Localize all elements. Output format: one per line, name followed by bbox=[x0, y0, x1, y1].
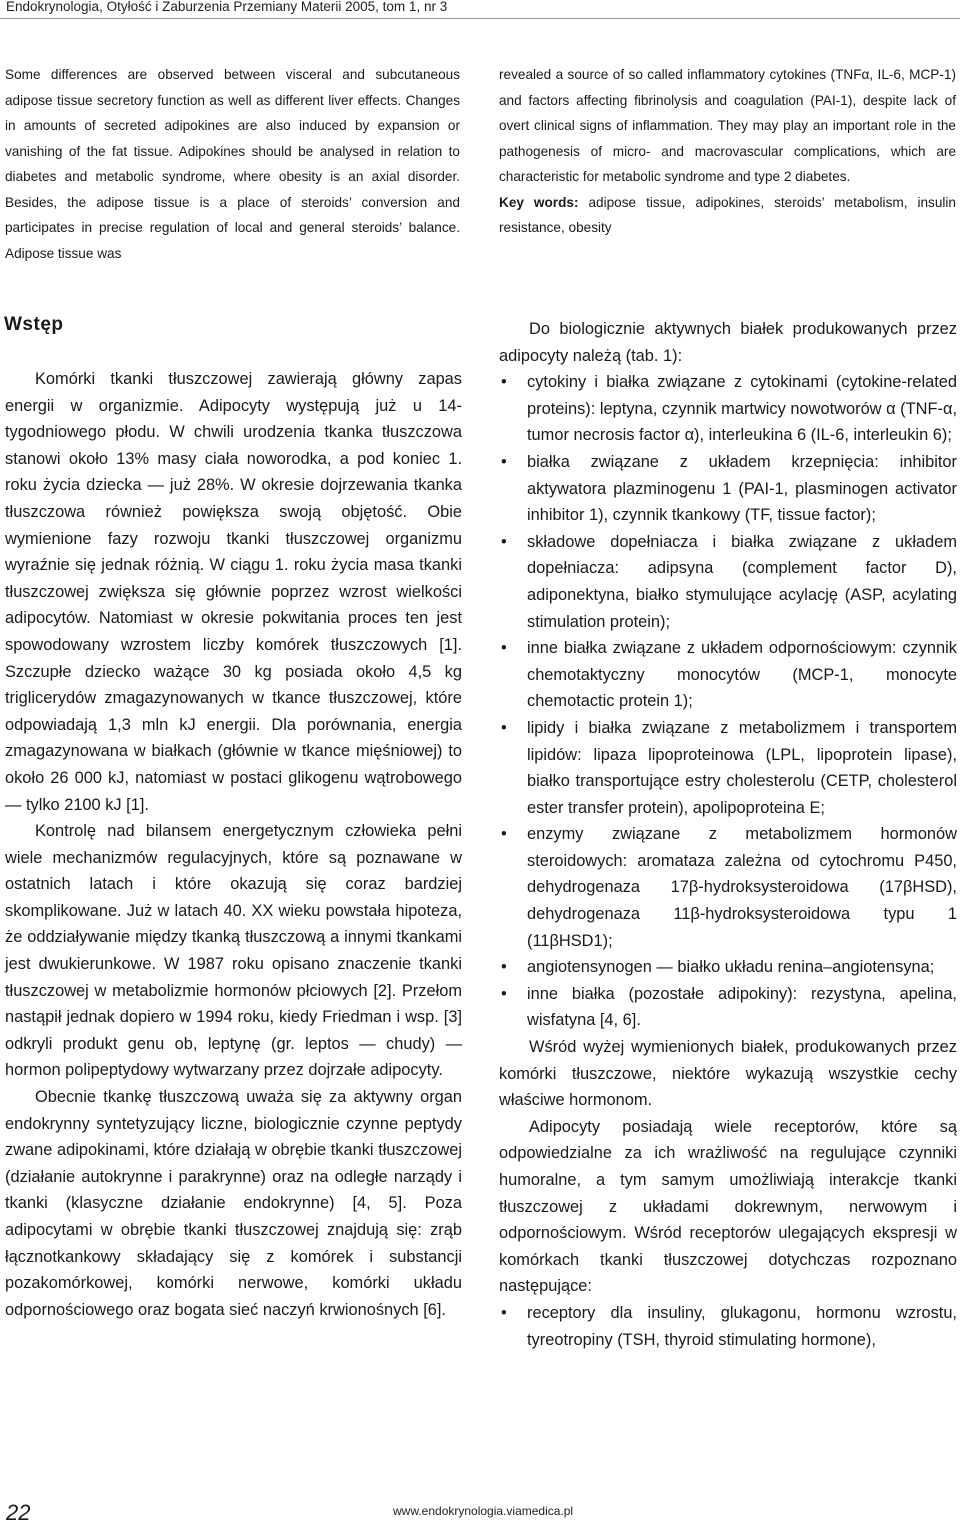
list-item bbox=[499, 954, 957, 981]
body-left-column bbox=[5, 366, 462, 1323]
bullet-icon: • bbox=[501, 639, 507, 658]
list-item-text: receptory dla insuliny, glukagonu, hormonu wzrostu, tyreotropiny (TSH, thyroid stimulating hormone), bbox=[527, 1303, 957, 1349]
list-item-text: cytokiny i białka związane z cytokinami (cytokine-related proteins): leptyna, czynnik martwicy nowotworów α (TNF-α, tumor necrosis factor α), interleukina 6 (IL-6, interleukin 6); bbox=[527, 373, 957, 445]
bullet-icon: • bbox=[501, 1303, 507, 1322]
list-item bbox=[499, 449, 957, 529]
bullet-icon: • bbox=[501, 718, 507, 737]
bullet-icon: • bbox=[501, 958, 507, 977]
abstract-text-part1: Some differences are observed between visceral and subcutaneous adipose tissue secretory function as well as different liver effects. Changes in amounts of secreted adipokines are also induced by expansion or vanishing of the fat tissue. Adipokines should be analysed in relation to diabetes and metabolic syndrome, where obesity is an axial disorder. Besides, the adipose tissue is a place of steroids’ conversion and participates in precise regulation of local and general steroids’ balance. Adipose tissue was bbox=[5, 67, 460, 261]
list-item bbox=[499, 635, 957, 715]
page-number: 22 bbox=[6, 1500, 31, 1525]
protein-list bbox=[499, 369, 957, 1034]
body-paragraph: Do biologicznie aktywnych białek produkowanych przez adipocyty należą (tab. 1): bbox=[499, 320, 957, 365]
list-item-text: inne białka związane z układem odpornościowym: czynnik chemotaktyczny monocytów (MCP-1, monocyte chemotactic protein 1); bbox=[527, 639, 957, 711]
list-item-text: białka związane z układem krzepnięcia: inhibitor aktywatora plazminogenu 1 (PAI-1, plasminogen activator inhibitor 1), czynnik tkankowy (TF, tissue factor); bbox=[527, 452, 957, 525]
bullet-icon: • bbox=[501, 452, 507, 471]
list-item-text: lipidy i białka związane z metabolizmem i transportem lipidów: lipaza lipoproteinowa (LPL, lipoprotein lipase), białko transportujące estry cholesterolu (CETP, cholesterol ester transfer protein), apolipoproteina E; bbox=[527, 718, 957, 817]
abstract-left-column bbox=[5, 62, 460, 266]
keywords-text: adipose tissue, adipokines, steroids’ metabolism, insulin resistance, obesity bbox=[499, 194, 956, 235]
bullet-icon: • bbox=[501, 532, 507, 551]
list-item bbox=[499, 715, 957, 821]
bullet-icon: • bbox=[501, 984, 507, 1003]
list-item bbox=[499, 1300, 957, 1353]
body-paragraph: Kontrolę nad bilansem energetycznym człowieka pełni wiele mechanizmów regulacyjnych, które są poznawane w ostatnich latach i które okazują się coraz bardziej skomplikowane. Już w latach 40. XX wieku powstała hipoteza, że oddziaływanie między tkanką tłuszczową a innymi tkankami jest dwukierunkowe. W 1987 roku opisano znaczenie tkanki tłuszczowej w metabolizmie hormonów płciowych [2]. Przełom nastąpił jednak dopiero w 1994 roku, kiedy Friedman i wsp. [3] odkryli produkt genu ob, leptynę (gr. leptos — chudy) — hormon polipeptydowy wytwarzany przez dojrzałe adipocyty. bbox=[5, 822, 462, 1080]
list-item-text: inne białka (pozostałe adipokiny): rezystyna, apelina, wisfatyna [4, 6]. bbox=[527, 984, 957, 1030]
list-item bbox=[499, 821, 957, 954]
list-item-text: angiotensynogen — białko układu renina–angiotensyna; bbox=[527, 958, 935, 977]
body-paragraph: Wśród wyżej wymienionych białek, produkowanych przez komórki tłuszczowe, niektóre wykazują wszystkie cechy właściwe hormonom. bbox=[499, 1038, 957, 1110]
list-item-text: enzymy związane z metabolizmem hormonów steroidowych: aromataza zależna od cytochromu P450, dehydrogenaza 17β-hydroksysteroidowa (17βHSD), dehydrogenaza 11β-hydroksysteroidowa typu 1 (11βHSD1); bbox=[527, 825, 957, 950]
list-item bbox=[499, 369, 957, 449]
keywords-label: Key words: bbox=[499, 194, 579, 210]
receptor-list bbox=[499, 1300, 957, 1353]
abstract-text-part2: revealed a source of so called inflammatory cytokines (TNFα, IL-6, MCP-1) and factors affecting fibrinolysis and coagulation (PAI-1), despite lack of overt clinical signs of inflammation. They may play an important role in the pathogenesis of micro- and macrovascular complications, which are characteristic for metabolic syndrome and type 2 diabetes. bbox=[499, 67, 956, 184]
body-paragraph: Obecnie tkankę tłuszczową uważa się za aktywny organ endokrynny syntetyzujący liczne, biologicznie czynne peptydy zwane adipokinami, które działają w obrębie tkanki tłuszczowej (działanie autokrynne i parakrynne) oraz na odległe narządy i tkanki (klasyczne działanie endokrynne) [4, 5]. Poza adipocytami w obrębie tkanki tłuszczowej znajdują się: zrąb łącznotkankowy składający się z komórek i substancji pozakomórkowej, komórki nerwowe, komórki układu odpornościowego oraz bogata sieć naczyń krwionośnych [6]. bbox=[5, 1088, 462, 1319]
footer-url: www.endokrynologia.viamedica.pl bbox=[393, 1504, 574, 1518]
abstract-right-column bbox=[499, 62, 956, 241]
bullet-icon: • bbox=[501, 373, 507, 392]
body-paragraph: Adipocyty posiadają wiele receptorów, które są odpowiedzialne za ich wrażliwość na regulujące czynniki humoralne, a tym samym umożliwiają interakcje tkanki tłuszczowej z układami dokrewnym, nerwowym i odpornościowym. Wśród receptorów ulegających ekspresji w komórkach tkanki tłuszczowej dotychczas rozpoznano następujące: bbox=[499, 1117, 957, 1296]
list-item bbox=[499, 981, 957, 1034]
bullet-icon: • bbox=[501, 825, 507, 844]
section-title: Wstęp bbox=[4, 314, 64, 335]
header-rule bbox=[0, 18, 960, 19]
body-paragraph: Komórki tkanki tłuszczowej zawierają główny zapas energii w organizmie. Adipocyty występują już u 14-tygodniowego płodu. W chwili urodzenia tkanka tłuszczowa stanowi około 13% masy ciała noworodka, a pod koniec 1. roku życia dziecka — już 28%. W okresie dojrzewania tkanka tłuszczowa również powiększa swoją objętość. Obie wymienione fazy rozwoju tkanki tłuszczowej organizmu wyraźnie się jednak różnią. W ciągu 1. roku życia masa tkanki tłuszczowej zwiększa się głównie poprzez wzrost wielkości adipocytów. Natomiast w okresie pokwitania proces ten jest spowodowany wzrostem liczby komórek tłuszczowych [1]. Szczupłe dziecko ważące 30 kg posiada około 4,5 kg triglicerydów zmagazynowanych w tkance tłuszczowej, które odpowiadają 1,3 mln kJ energii. Dla porównania, energia zmagazynowana w białkach (głównie w tkance mięśniowej) to około 26 000 kJ, natomiast w postaci glikogenu wątrobowego — tylko 2100 kJ [1]. bbox=[5, 370, 462, 814]
running-head: Endokrynologia, Otyłość i Zaburzenia Przemiany Materii 2005, tom 1, nr 3 bbox=[6, 0, 448, 14]
list-item-text: składowe dopełniacza i białka związane z układem dopełniacza: adipsyna (complement factor D), adiponektyna, białko stymulujące acylację (ASP, acylating stimulation protein); bbox=[527, 532, 957, 631]
list-item bbox=[499, 529, 957, 635]
keywords-line bbox=[499, 190, 956, 241]
body-right-column bbox=[499, 316, 957, 1353]
